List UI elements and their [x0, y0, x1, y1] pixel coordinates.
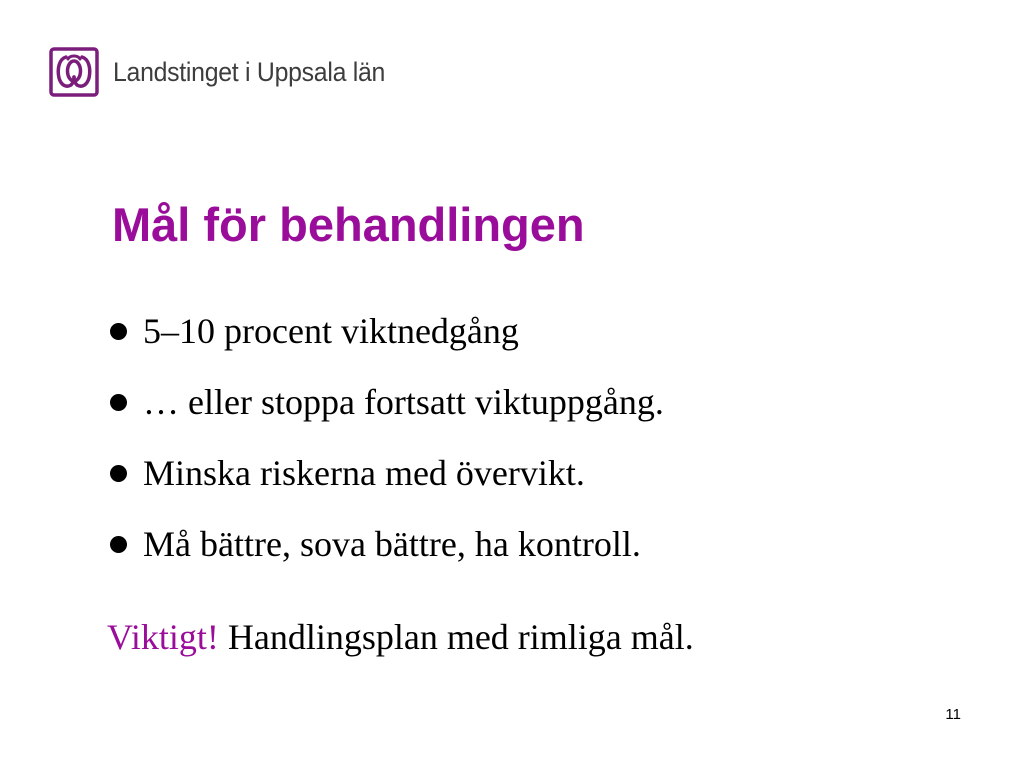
bullet-dot-icon [110, 394, 127, 411]
bullet-text: 5–10 procent viktnedgång [143, 311, 519, 351]
bullet-text: Minska riskerna med övervikt. [143, 453, 585, 493]
list-item [110, 310, 664, 381]
note-label: Viktigt! [107, 617, 219, 657]
uppsala-county-emblem-icon [49, 47, 99, 97]
bullet-text: … eller stoppa fortsatt viktuppgång. [143, 382, 664, 422]
bullet-dot-icon [110, 536, 127, 553]
list-item [110, 452, 664, 523]
bullet-dot-icon [110, 465, 127, 482]
page-number: 11 [945, 706, 961, 723]
slide-title: Mål för behandlingen [112, 198, 585, 251]
header-logo [49, 47, 409, 97]
bullet-text: Må bättre, sova bättre, ha kontroll. [143, 524, 641, 564]
important-note [107, 616, 694, 658]
list-item [110, 381, 664, 452]
bullet-list [110, 310, 664, 594]
bullet-dot-icon [110, 323, 127, 340]
note-text: Handlingsplan med rimliga mål. [218, 617, 694, 657]
list-item [110, 523, 664, 594]
organization-name: Landstinget i Uppsala län [113, 56, 386, 87]
